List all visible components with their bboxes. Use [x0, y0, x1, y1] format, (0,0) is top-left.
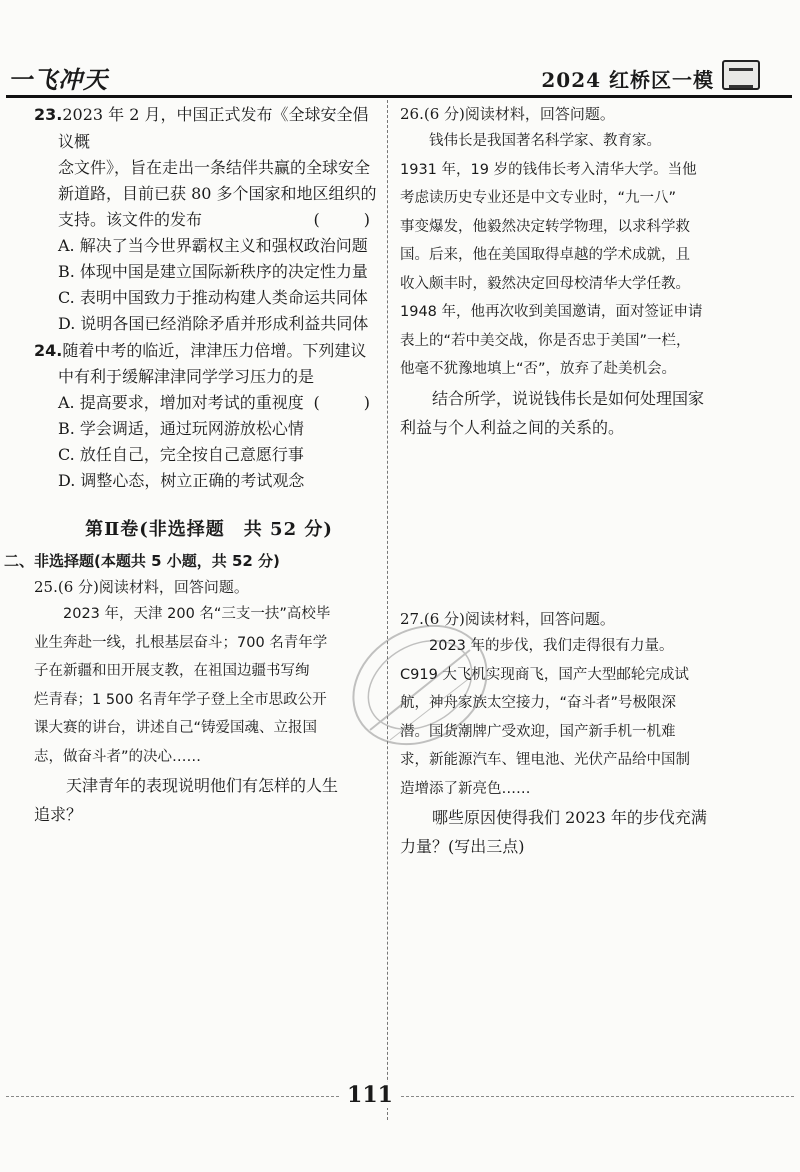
option-d[interactable]: D. 调整心态，树立正确的考试观念 — [58, 471, 305, 490]
material-line: 1948 年，他再次收到美国邀请，面对签证申请 — [400, 304, 703, 320]
left-column — [34, 101, 384, 551]
answer-bracket[interactable]: ( ) — [313, 393, 384, 412]
stem-line: 随着中考的临近，津津压力倍增。下列建议 — [62, 341, 367, 360]
answer-area[interactable] — [400, 861, 772, 1091]
question-line: 力量？(写出三点) — [400, 837, 525, 856]
option-b[interactable]: B. 学会调适，通过玩网游放松心情 — [58, 419, 304, 438]
question-number: 24. — [34, 341, 63, 360]
question-25 — [34, 574, 384, 1079]
stem-line: 中有利于缓解津津同学学习压力的是 — [58, 367, 315, 386]
question-head: 27.(6 分)阅读材料，回答问题。 — [400, 610, 615, 628]
question-line: 天津青年的表现说明他们有怎样的人生 — [66, 776, 339, 795]
left-lower — [4, 548, 384, 1079]
answer-area[interactable] — [34, 829, 384, 1079]
question-head: 25.(6 分)阅读材料，回答问题。 — [34, 578, 249, 596]
question-head: 26.(6 分)阅读材料，回答问题。 — [400, 105, 615, 123]
question-27 — [400, 606, 772, 1091]
right-column — [400, 101, 772, 442]
material-line: 国。后来，他在美国取得卓越的学术成就，且 — [400, 247, 690, 263]
footer-rule — [6, 1096, 794, 1097]
material-line: 考虑读历史专业还是中文专业时，“九一八” — [400, 190, 677, 206]
section-title: 第Ⅱ卷(非选择题 共 52 分) — [85, 519, 333, 540]
question-number: 23. — [34, 105, 63, 124]
material-line: 表上的“若中美交战，你是否忠于美国”一栏， — [400, 332, 691, 349]
material-line: 1931 年，19 岁的钱伟长考入清华大学。当他 — [400, 161, 697, 178]
material-line: 他毫不犹豫地填上“否”，放弃了赴美机会。 — [400, 361, 677, 377]
question-line: 结合所学，说说钱伟长是如何处理国家 — [432, 388, 705, 408]
stem-line: 支持。该文件的发布 — [58, 210, 203, 229]
material-line: 潜。国货潮牌广受欢迎，国产新手机一机难 — [400, 723, 676, 740]
subsection-heading: 二、非选择题(本题共 5 小题，共 52 分) — [4, 552, 280, 570]
question-line: 利益与个人利益之间的关系的。 — [400, 417, 625, 437]
option-a[interactable]: A. 提高要求，增加对考试的重视度 — [58, 393, 304, 412]
material-line: 志，做奋斗者”的决心…… — [34, 748, 202, 765]
option-a[interactable]: A. 解决了当今世界霸权主义和强权政治问题 — [58, 236, 368, 255]
question-23 — [34, 101, 384, 337]
material-line: 收入颇丰时，毅然决定回母校清华大学任教。 — [400, 275, 690, 292]
material-line: 2023 年的步伐，我们走得很有力量。 — [429, 638, 674, 654]
header-rule — [6, 95, 792, 98]
material-line: 烂青春；1 500 名青年学子登上全市思政公开 — [34, 691, 327, 708]
material-line: 造增添了新亮色…… — [400, 780, 531, 797]
question-24 — [34, 337, 384, 494]
material-line: 钱伟长是我国著名科学家、教育家。 — [429, 133, 661, 149]
material-line: 子在新疆和田开展支教，在祖国边疆书写绚 — [34, 663, 310, 679]
page-header — [0, 0, 800, 100]
question-line: 哪些原因使得我们 2023 年的步伐充满 — [432, 808, 707, 827]
exam-title: 2024 红桥区一模 — [541, 68, 714, 92]
option-d[interactable]: D. 说明各国已经消除矛盾并形成利益共同体 — [58, 314, 369, 333]
material-line: 事变爆发，他毅然决定转学物理，以求科学救 — [400, 218, 690, 235]
stem-line: 念文件》，旨在走出一条结伴共赢的全球安全 — [58, 158, 371, 177]
column-divider — [387, 100, 388, 1120]
material-line: C919 大飞机实现商飞，国产大型邮轮完成试 — [400, 666, 689, 683]
material-line: 求，新能源汽车、锂电池、光伏产品给中国制 — [400, 752, 690, 768]
option-c[interactable]: C. 放任自己，完全按自己意愿行事 — [58, 445, 304, 464]
stem-line: 新道路，目前已获 80 多个国家和地区组织的 — [58, 184, 377, 203]
material-line: 2023 年，天津 200 名“三支一扶”高校毕 — [63, 606, 331, 622]
question-26 — [400, 101, 772, 442]
stamp-icon — [722, 60, 760, 90]
answer-bracket[interactable]: ( ) — [313, 210, 384, 229]
option-b[interactable]: B. 体现中国是建立国际新秩序的决定性力量 — [58, 262, 368, 281]
question-line: 追求？ — [34, 805, 83, 824]
material-line: 业生奔赴一线，扎根基层奋斗；700 名青年学 — [34, 634, 328, 651]
brand-logo: 一飞冲天 — [8, 66, 108, 94]
stem-line: 2023 年 2 月，中国正式发布《全球安全倡议概 — [58, 105, 369, 151]
page-number: 111 — [340, 1082, 400, 1108]
material-line: 课大赛的讲台，讲述自己“铸爱国魂、立报国 — [34, 720, 318, 736]
option-c[interactable]: C. 表明中国致力于推动构建人类命运共同体 — [58, 288, 368, 307]
material-line: 航，神舟家族太空接力，“奋斗者”号极限深 — [400, 695, 677, 711]
